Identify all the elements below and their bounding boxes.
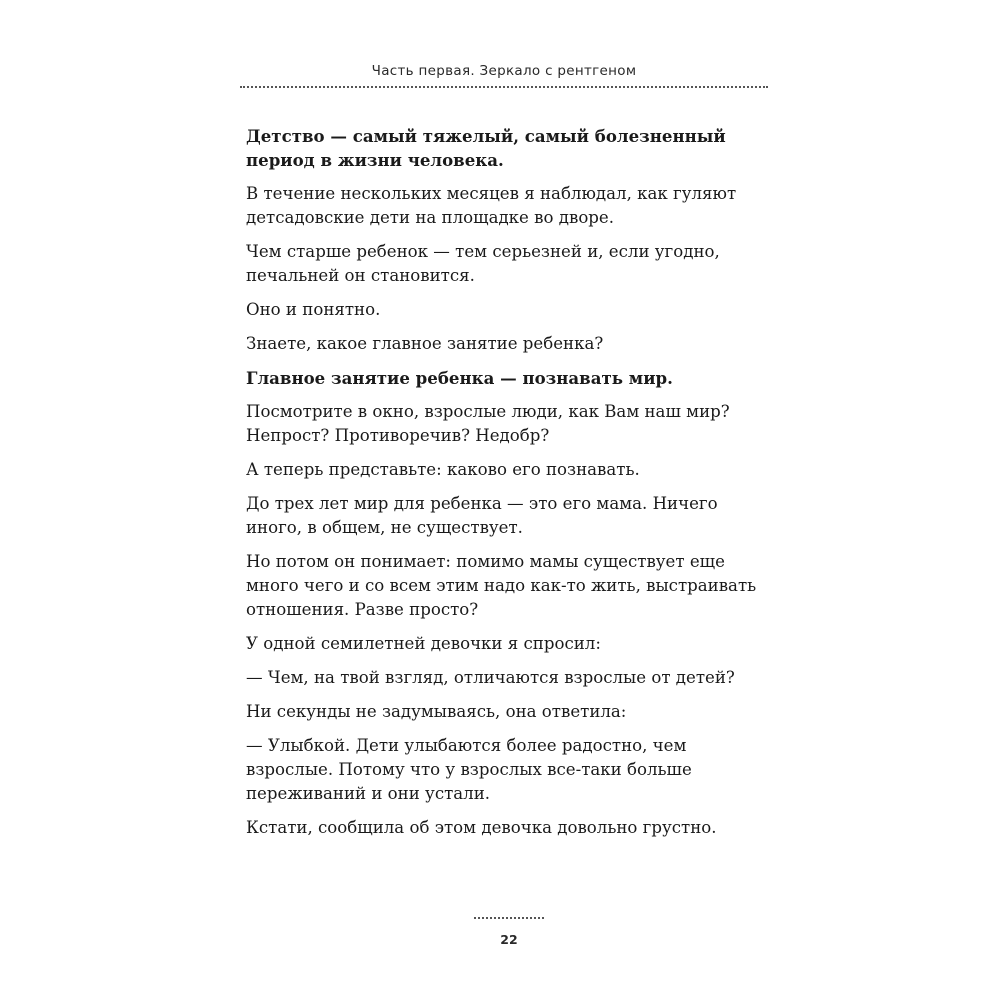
paragraph: Посмотрите в окно, взрослые люди, как Вам наш мир? Непрост? Противоречив? Недобр? — [246, 402, 730, 445]
paragraph: Ни секунды не задумываясь, она ответила: — [246, 702, 627, 721]
paragraph: Оно и понятно. — [246, 300, 381, 319]
running-head: Часть первая. Зеркало с рентгеном — [371, 63, 637, 79]
paragraph: У одной семилетней девочки я спросил: — [246, 634, 601, 653]
paragraph: — Чем, на твой взгляд, отличаются взрослые от детей? — [246, 668, 735, 687]
paragraph: В течение нескольких месяцев я наблюдал, как гуляют детсадовские дети на площадке во дворе. — [246, 184, 737, 227]
paragraph: Кстати, сообщила об этом девочка довольно грустно. — [246, 818, 717, 837]
body-text — [246, 124, 776, 850]
paragraph: Чем старше ребенок — тем серьезней и, если угодно, печальней он становится. — [246, 242, 720, 285]
paragraph: А теперь представьте: каково его познавать. — [246, 460, 640, 479]
paragraph: Но потом он понимает: помимо мамы существует еще много чего и со всем этим надо как-то жить, выстраивать отношения. Разве просто? — [246, 552, 757, 619]
page-number: 22 — [500, 932, 518, 947]
paragraph: Детство — самый тяжелый, самый болезненный период в жизни человека. — [246, 126, 726, 170]
paragraph: Главное занятие ребенка — познавать мир. — [246, 368, 673, 388]
paragraph: Знаете, какое главное занятие ребенка? — [246, 334, 604, 353]
header-dotted-rule — [240, 86, 768, 88]
paragraph: До трех лет мир для ребенка — это его мама. Ничего иного, в общем, не существует. — [246, 494, 718, 537]
footer-dotted-rule — [474, 917, 544, 919]
paragraph: — Улыбкой. Дети улыбаются более радостно, чем взрослые. Потому что у взрослых все-таки больше переживаний и они устали. — [246, 736, 692, 803]
